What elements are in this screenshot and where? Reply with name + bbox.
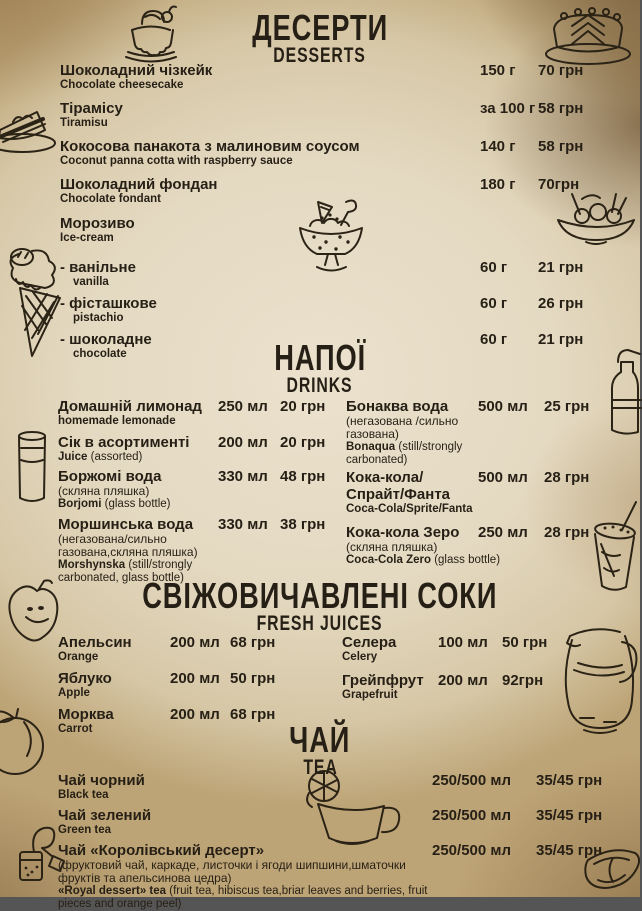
juices-title-en: FRESH JUICES xyxy=(257,611,383,635)
tea-title-uk: ЧАЙ xyxy=(289,718,351,761)
item-price: 28 грн xyxy=(544,524,590,541)
item-price: 28 грн xyxy=(544,469,590,486)
item-size: 330 мл xyxy=(218,468,268,485)
item-subtext: Chocolate cheesecake xyxy=(60,79,184,91)
item-size: 60 г xyxy=(480,331,508,348)
item-name-uk: Домашній лимонад xyxy=(58,398,202,415)
item-size: 250 мл xyxy=(218,398,268,415)
item-price: 68 грн xyxy=(230,634,276,651)
item-price: 68 грн xyxy=(230,706,276,723)
item-price: 20 грн xyxy=(280,398,326,415)
menu-item-row xyxy=(0,434,338,464)
item-price: 48 грн xyxy=(280,468,326,485)
item-size: 60 г xyxy=(480,295,508,312)
item-name-uk: Кокосова панакота з малиновим соусом xyxy=(60,138,360,155)
item-price: 25 грн xyxy=(544,398,590,415)
item-name-uk: Тірамісу xyxy=(60,100,123,117)
item-price: 26 грн xyxy=(538,295,584,312)
item-subtext: (фруктовий чай, каркаде, листочки і ягоди шипшини,шматочки фруктів та апельсинова цедра) «Royal dessert» tea (fruit tea, hibiscus tea,briar leaves and berries, fruit pieces and orange peel) xyxy=(58,858,428,910)
item-subtext: (негазована /сильно газована) Bonaqua (still/strongly carbonated) xyxy=(346,414,463,466)
drinks-title-en: DRINKS xyxy=(286,373,353,397)
item-price: 50 грн xyxy=(502,634,548,651)
item-subtext: homemade lemonade xyxy=(58,415,176,427)
menu-item-row xyxy=(0,62,640,92)
menu-item-row xyxy=(0,259,640,289)
item-size: 60 г xyxy=(480,259,508,276)
item-name-uk: Чай «Королівський десерт» xyxy=(58,842,265,859)
item-name-uk: Шоколадний чізкейк xyxy=(60,62,213,79)
menu-item-row xyxy=(338,524,640,567)
menu-item-row xyxy=(0,295,640,325)
item-size: 330 мл xyxy=(218,516,268,533)
menu-item-row xyxy=(330,634,640,664)
tea-title-en: TEA xyxy=(302,755,338,779)
item-name-uk: - шоколадне xyxy=(60,331,152,348)
item-name-uk: - ванільне xyxy=(60,259,136,276)
item-size: 250/500 мл xyxy=(432,842,512,859)
item-size: 500 мл xyxy=(478,398,528,415)
item-name-uk: Апельсин xyxy=(58,634,132,651)
item-name-uk: Сік в асортименті xyxy=(58,434,190,451)
item-subtext: Celery xyxy=(342,651,378,663)
item-subtext: (скляна пляшка) Coca-Cola Zero (glass bottle) xyxy=(346,540,501,566)
item-size: 200 мл xyxy=(170,670,220,687)
juices-title-uk: СВІЖОВИЧАВЛЕНІ СОКИ xyxy=(142,574,498,617)
drinks-title-uk: НАПОЇ xyxy=(274,336,366,379)
item-size: 200 мл xyxy=(438,672,488,689)
item-name-uk: Чай чорний xyxy=(58,772,145,789)
item-name-uk: Селера xyxy=(342,634,397,651)
desserts-title-uk: ДЕСЕРТИ xyxy=(252,6,388,49)
item-price: 58 грн xyxy=(538,100,584,117)
item-subtext: Tiramisu xyxy=(60,117,108,129)
item-name-uk: Шоколадний фондан xyxy=(60,176,218,193)
item-subtext: Juice (assorted) xyxy=(58,451,143,463)
item-subtext: pistachio xyxy=(73,312,124,324)
item-subtext: Apple xyxy=(58,687,90,699)
item-name-uk: Яблуко xyxy=(58,670,112,687)
tea-list xyxy=(0,772,640,911)
item-size: 150 г xyxy=(480,62,516,79)
item-size: 250/500 мл xyxy=(432,772,512,789)
item-price: 50 грн xyxy=(230,670,276,687)
item-price: 21 грн xyxy=(538,259,584,276)
item-size: 200 мл xyxy=(170,706,220,723)
item-price: 35/45 грн xyxy=(536,842,603,859)
item-price: 92грн xyxy=(502,672,544,689)
item-name-uk: Боржомі вода xyxy=(58,468,162,485)
item-price: 70 грн xyxy=(538,62,584,79)
juices-column-left xyxy=(0,634,330,736)
item-price: 38 грн xyxy=(280,516,326,533)
tea-header xyxy=(0,718,640,779)
item-subtext: Carrot xyxy=(58,723,93,735)
item-name-uk: Кока-кола Зеро xyxy=(346,524,460,541)
item-subtext: Ice-cream xyxy=(60,232,114,244)
menu-item-row xyxy=(338,469,640,516)
menu-item-row xyxy=(0,215,640,245)
item-subtext: Green tea xyxy=(58,824,112,836)
menu-item-row xyxy=(0,398,338,428)
item-size: 250/500 мл xyxy=(432,807,512,824)
item-subtext: Orange xyxy=(58,651,99,663)
item-subtext: Chocolate fondant xyxy=(60,193,161,205)
item-name-uk: Морозиво xyxy=(60,215,135,232)
item-subtext: Coconut panna cotta with raspberry sauce xyxy=(60,155,293,167)
juices-column-right xyxy=(330,634,640,702)
item-name-uk: Моршинська вода xyxy=(58,516,194,533)
item-subtext: (скляна пляшка) Borjomi (glass bottle) xyxy=(58,484,171,510)
item-subtext: Coca-Cola/Sprite/Fanta xyxy=(346,503,473,515)
drinks-column-left xyxy=(0,398,338,585)
menu-item-row xyxy=(0,842,640,911)
menu-item-row xyxy=(0,634,330,664)
menu-item-row xyxy=(0,138,640,168)
item-size: 200 мл xyxy=(218,434,268,451)
item-name-uk: Кока-кола/Спрайт/Фанта xyxy=(346,469,451,503)
item-size: 200 мл xyxy=(170,634,220,651)
item-subtext: Black tea xyxy=(58,789,109,801)
desserts-title-en: DESSERTS xyxy=(273,43,367,67)
item-price: 58 грн xyxy=(538,138,584,155)
item-size: 500 мл xyxy=(478,469,528,486)
item-price: 70грн xyxy=(538,176,580,193)
item-subtext: vanilla xyxy=(73,276,109,288)
menu-item-row xyxy=(338,398,640,467)
item-size: за 100 г xyxy=(480,100,536,117)
item-name-uk: Чай зелений xyxy=(58,807,152,824)
item-price: 21 грн xyxy=(538,331,584,348)
desserts-list xyxy=(0,62,640,361)
item-subtext: Grapefruit xyxy=(342,689,398,701)
item-size: 250 мл xyxy=(478,524,528,541)
item-name-uk: Грейпфрут xyxy=(342,672,424,689)
item-price: 35/45 грн xyxy=(536,807,603,824)
item-name-uk: Бонаква вода xyxy=(346,398,449,415)
menu-item-row xyxy=(0,100,640,130)
item-name-uk: - фісташкове xyxy=(60,295,157,312)
item-size: 140 г xyxy=(480,138,516,155)
item-name-uk: Морква xyxy=(58,706,114,723)
menu-item-row xyxy=(330,672,640,702)
item-price: 35/45 грн xyxy=(536,772,603,789)
drinks-columns xyxy=(0,398,640,585)
item-size: 180 г xyxy=(480,176,516,193)
juices-header xyxy=(0,574,640,635)
item-subtext: (негазована/сильно газована,скляна пляшка) Morshynska (still/strongly carbonated, glass bottle) xyxy=(58,532,198,584)
menu-item-row xyxy=(0,176,640,206)
item-price: 20 грн xyxy=(280,434,326,451)
drinks-column-right xyxy=(338,398,640,567)
menu-item-row xyxy=(0,468,338,511)
menu-item-row xyxy=(0,772,640,802)
item-subtext: chocolate xyxy=(73,348,127,360)
item-size: 100 мл xyxy=(438,634,488,651)
desserts-header xyxy=(0,6,640,67)
menu-item-row xyxy=(0,807,640,837)
menu-item-row xyxy=(0,670,330,700)
